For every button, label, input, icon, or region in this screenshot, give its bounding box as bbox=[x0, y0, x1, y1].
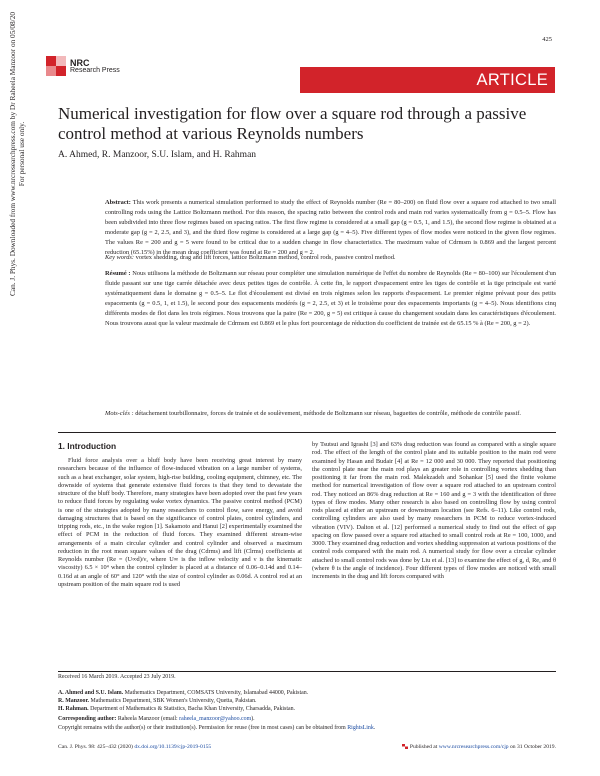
article-type-banner: ARTICLE bbox=[300, 67, 555, 93]
section-divider bbox=[58, 432, 556, 433]
abstract-text: This work presents a numerical simulation performed to study the effect of Reynolds number (Re = 80–200) on fluid flow over a square rod attached to two small controlling rods using the Lattice Boltzmann method. For this reason, the spacing ratio between the control rods and main rod varies systematically from g = 0.5–5. Flow has been subdivided into three flow regimes based on spacing ratios. The first flow regime is considered at a small gap (g = 0.5, 1, and 1.5), the second flow regime is obtained at a moderate gap (g = 2, 2.5, and 3), and the third flow regime is considered at a large gap (g = 4–5). Five different types of flow modes were noticed in the given flow regimes. The values Re = 200 and g = 5 were found to be critical due to a sudden change in flow characteristics. The maximum value of Cdrmsm is 0.869 and the largest percent reduction (65.15%) in the mean drag coefficient was found at Re = 200 and g = 2. bbox=[105, 199, 556, 256]
publisher-mark-icon bbox=[402, 744, 408, 749]
published-note bbox=[402, 744, 556, 750]
mots-cles-text: détachement tourbillonnaire, forces de trainée et de soulèvement, méthode de Boltzmann sur réseau, baguettes de contrôle, méthode de contrôle passif. bbox=[135, 410, 521, 417]
affiliation-text: Mathematics Department, COMSATS University, Islamabad 44000, Pakistan. bbox=[124, 690, 309, 696]
journal-citation bbox=[58, 744, 211, 750]
affiliation-names: A. Ahmed and S.U. Islam. bbox=[58, 690, 124, 696]
abstract bbox=[105, 198, 556, 257]
resume-label: Résumé : bbox=[105, 270, 131, 277]
affiliation-names: H. Rahman. bbox=[58, 706, 89, 712]
published-date: on 31 October 2019. bbox=[510, 744, 556, 750]
rightslink-link[interactable]: RightsLink bbox=[347, 725, 374, 731]
logo-line2: Research Press bbox=[70, 67, 120, 74]
footnote-divider bbox=[58, 671, 556, 672]
affiliation-names: R. Manzoor. bbox=[58, 698, 90, 704]
corresponding-label: Corresponding author: bbox=[58, 716, 117, 722]
copyright-text: Copyright remains with the author(s) or their institution(s). Permission for reuse (free in most cases) can be obtained from bbox=[58, 725, 346, 731]
resume bbox=[105, 269, 556, 328]
copyright-notice bbox=[58, 724, 556, 732]
affiliation bbox=[58, 705, 556, 713]
logo-line1: NRC bbox=[70, 58, 90, 68]
affiliation-text: Department of Mathematics & Statistics, Bacha Khan University, Charsadda, Pakistan. bbox=[90, 706, 296, 712]
introduction-left-column: Fluid force analysis over a bluff body have been receiving great interest by many researchers because of the influence of flow-induced vibration on a large number of systems, such as a heat exchanger, solar system, high-rise building, cooling equipment, chimney, etc. The downside of systems that generate extensive fluid forces is that they tend to devastate the structure of the bluff body. Therefore, many strategies have been adopted over the past few years to reduce fluid forces by regulating wake vortex dynamics. The passive control method (PCM) is one of the strategies adopted by many researchers to control flow, save energy, and avoid damaging structures that is based on the significance of control plates, control cylinders, and tripping rods, etc., in the wake region [1]. Sakamoto and Hanui [2] experimentally examined the effect of PCM in the reduction of fluid forces. They examined different stream-wise arrangements of a main circular cylinder and control cylinder and observed a maximum reduction in the root mean square values of the drag (Cdrms) and lift (Clrms) coefficients at Reynolds number (Re = (U∞d)/ν, where U∞ is the inflow velocity and ν is the kinematic viscosity) 6.5 × 10⁴ when the control cylinder is placed at a distance of 0.06–0.14d and 0.14–0.16d at an angle of 60° and 120° with the size of control cylinder as 0.06d. A control rod at an upstream position of the main square rod is used bbox=[58, 457, 302, 588]
doi-link[interactable]: dx.doi.org/10.1139/cjp-2019-0155 bbox=[134, 744, 212, 750]
article-title: Numerical investigation for flow over a square rod through a passive control method at various Reynolds numbers bbox=[58, 104, 527, 143]
abstract-label: Abstract: bbox=[105, 199, 131, 206]
author-email-link[interactable]: raheela_manzoor@yahoo.com bbox=[179, 716, 252, 722]
mots-cles-label: Mots-clés : bbox=[105, 410, 134, 417]
affiliation-text: Mathematics Department, SBK Women's University, Quetta, Pakistan. bbox=[90, 698, 257, 704]
citation-text: Can. J. Phys. 98: 425–432 (2020) bbox=[58, 744, 133, 750]
author-list: A. Ahmed, R. Manzoor, S.U. Islam, and H. Rahman bbox=[58, 150, 257, 160]
keywords bbox=[105, 253, 556, 263]
resume-text: Nous utilisons la méthode de Boltzmann sur réseau pour compléter une simulation numérique de l'effet du nombre de Reynolds (Re = 80–100) sur l'écoulement d'un fluide passant sur une tige carrée détachée avec deux petites tiges de contrôle. À cette fin, le rapport d'espacement entre les tiges de contrôle et la tige principale est varié systématiquement dans le domaine g = 0.5–5. Le flot d'écoulement est divisé en trois régimes selon les rapports d'espacement. Le premier régime prévaut pour des petits espacements (g = 0.5, 1, et 1.5), le second pour des espacements modérés (g = 2, 2.5, et 3) et le troisième pour des espacements importants (g = 4–5). Nous identifions cinq différents modes de flot dans les trois régimes. Nous trouvons que la paire (Re = 200, g = 5) est critique à cause du changement soudain dans les caractéristiques d'écoulement. Nous trouvons aussi que la valeur maximale de Cdrmsm est 0.869 et le plus fort pourcentage de réduction du coefficient de trainée est de 65.15 % à (Re = 200, g = 2). bbox=[105, 270, 556, 327]
keywords-text: vortex shedding, drag and lift forces, lattice Boltzmann method, control rods, passive control method. bbox=[135, 254, 396, 261]
introduction-right-column: by Tsutsui and Igrashi [3] and 63% drag reduction was found as compared with a single square rod. The effect of the length of the control plate and its suitable position to the main rod were examined by Hasan and Budair [4] at Re = 12 000 and 30 000. They reported that positioning the control plate near the main rod plays an greater role in controlling vortex shedding than positioning it far from the main rod. Malekzadeh and Sohankar [5] used the finite volume method for numerical investigation of flow over a square rod attached to an upstream control rod. They noticed an 86% drag reduction at Re = 160 and g = 3 with the identification of three types of flow modes. Many other research is also based on controlling flow by using control rods placed at either an upstream or downstream location (see Refs. 6–11). Like control rods, controlling cylinders are also used by many researchers in PCM to reduce vortex-induced vibration (VIV). Dalton et al. [12] performed a numerical study to find out the effect of gap spacing on flow passed over a square rod attached to small control rods at Re = 100, 1000, and 3000. They examined drag reduction and vortex shedding suppression at various positions of the control rods compared with the main rod. A numerical study for flow over a circular cylinder attached to small control rods was done by Liu et al. [13] to examine the effect of g, d, Re, and θ (where θ is the angle of incidence). Four different types of flow modes are noticed with small increments in the drag and lift forces compared with bbox=[312, 441, 556, 580]
corresponding-author bbox=[58, 715, 556, 723]
journal-url-link[interactable]: www.nrcresearchpress.com/cjp bbox=[438, 744, 509, 750]
publisher-logo-text bbox=[70, 59, 120, 75]
keywords-label: Key words: bbox=[105, 254, 135, 261]
corresponding-name: Raheela Manzoor (email: bbox=[117, 716, 178, 722]
page-number: 425 bbox=[542, 36, 552, 43]
side-note-line2: For personal use only. bbox=[16, 121, 26, 187]
received-dates: Received 16 March 2019. Accepted 23 July 2019. bbox=[58, 674, 176, 680]
side-note-line1: Can. J. Phys. Downloaded from www.nrcresearchpress.com by Dr Raheela Manzoor on 05/08/20 bbox=[8, 11, 17, 297]
introduction-heading: 1. Introduction bbox=[58, 441, 117, 451]
mots-cles bbox=[105, 409, 556, 419]
copyright-end: . bbox=[373, 725, 376, 731]
published-text: Published at bbox=[409, 744, 438, 750]
corresponding-end: ). bbox=[251, 716, 255, 722]
download-side-note bbox=[9, 0, 26, 542]
